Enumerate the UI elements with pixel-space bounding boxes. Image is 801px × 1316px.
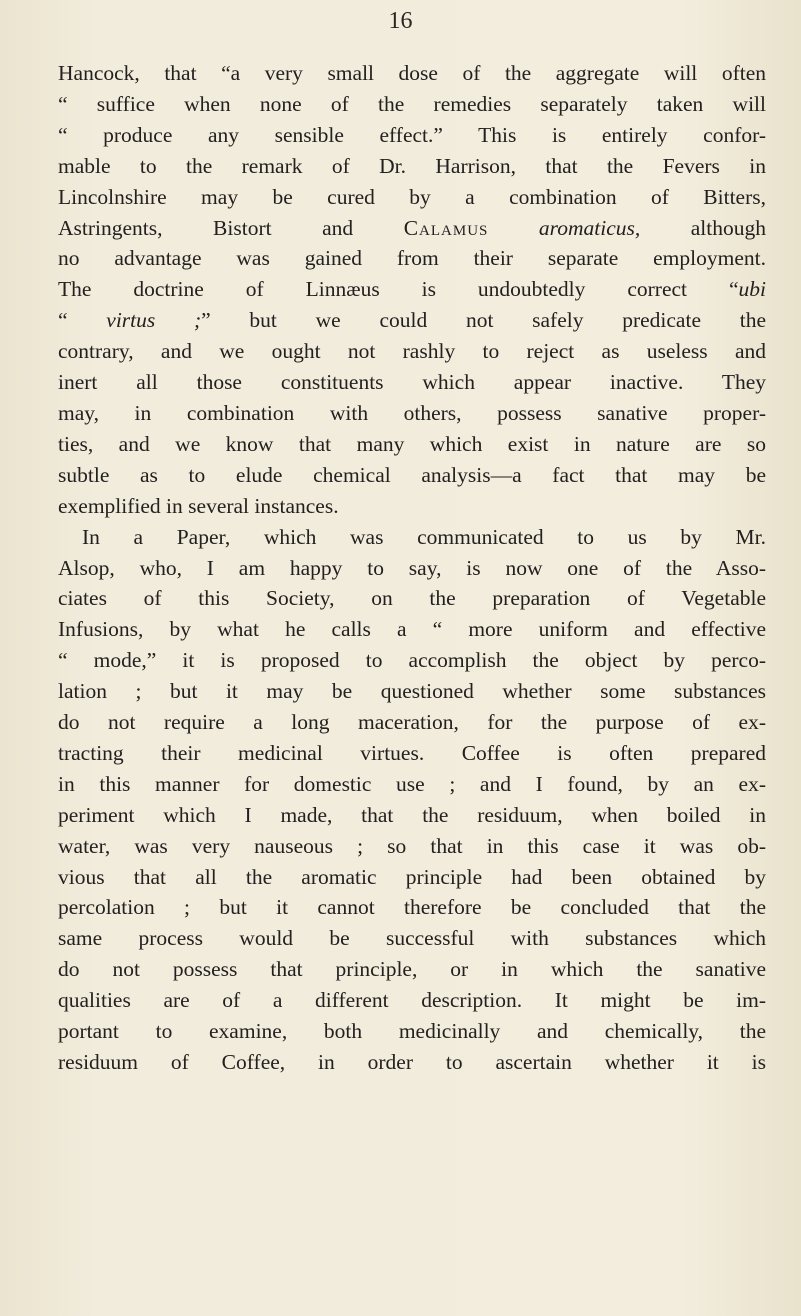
text-line: lation ; but it may be questioned whether some substances	[58, 679, 766, 704]
text-line: in this manner for domestic use ; and I found, by an ex-	[58, 771, 766, 796]
text-line: Alsop, who, I am happy to say, is now one of the Asso-	[58, 555, 766, 580]
ubi-term: ubi	[738, 277, 766, 302]
text-line: inert all those constituents which appear inactive. They	[58, 370, 766, 395]
text-line-calamus	[58, 213, 766, 244]
text-line: contrary, and we ought not rashly to reject as useless and	[58, 339, 766, 364]
text-line: may, in combination with others, possess sanative proper-	[58, 400, 766, 425]
text-line: percolation ; but it cannot therefore be concluded that the	[58, 895, 766, 920]
text-fragment: The doctrine of Linnæus is undoubtedly correct “	[58, 277, 739, 302]
text-line: tracting their medicinal virtues. Coffee is often prepared	[58, 740, 766, 765]
text-line: exemplified in several instances.	[58, 493, 339, 518]
text-fragment: although	[640, 215, 767, 240]
text-line: no advantage was gained from their separate employment.	[58, 246, 766, 271]
text-fragment: Astringents, Bistort and	[58, 215, 354, 240]
text-fragment: ” but we could not safely predicate the	[201, 308, 766, 333]
text-line: “ suffice when none of the remedies separately taken will	[58, 91, 766, 116]
body-text	[58, 58, 766, 1078]
aromaticus-term: aromaticus,	[538, 215, 641, 240]
text-line: Infusions, by what he calls a “ more uniform and effective	[58, 617, 766, 642]
text-line: periment which I made, that the residuum, when boiled in	[58, 802, 766, 827]
text-line: In a Paper, which was communicated to us by Mr.	[82, 524, 766, 549]
text-line: Lincolnshire may be cured by a combination of Bitters,	[58, 184, 766, 209]
calamus-term: Calamus	[403, 215, 489, 240]
text-line: portant to examine, both medicinally and chemically, the	[58, 1019, 766, 1044]
text-line: qualities are of a different description. It might be im-	[58, 988, 766, 1013]
page-number: 16	[388, 8, 413, 34]
text-line: do not possess that principle, or in which the sanative	[58, 957, 766, 982]
text-line-virtus	[58, 305, 766, 336]
text-line: ciates of this Society, on the preparation of Vegetable	[58, 586, 766, 611]
virtus-term: virtus ;	[106, 308, 202, 333]
text-fragment: “	[58, 308, 68, 333]
text-line: water, was very nauseous ; so that in this case it was ob-	[58, 833, 766, 858]
text-line: do not require a long maceration, for the purpose of ex-	[58, 710, 766, 735]
text-line: “ mode,” it is proposed to accomplish the object by perco-	[58, 648, 766, 673]
text-line: Hancock, that “a very small dose of the aggregate will often	[58, 61, 766, 85]
text-line-ubi	[58, 274, 766, 305]
text-line: vious that all the aromatic principle had been obtained by	[58, 864, 766, 889]
text-line: residuum of Coffee, in order to ascertain whether it is	[58, 1050, 766, 1074]
text-line: mable to the remark of Dr. Harrison, that the Fevers in	[58, 153, 766, 178]
text-line: same process would be successful with substances which	[58, 926, 766, 951]
text-line: subtle as to elude chemical analysis—a fact that may be	[58, 462, 766, 487]
text-line: ties, and we know that many which exist in nature are so	[58, 431, 766, 456]
text-line: “ produce any sensible effect.” This is entirely confor-	[58, 122, 766, 147]
